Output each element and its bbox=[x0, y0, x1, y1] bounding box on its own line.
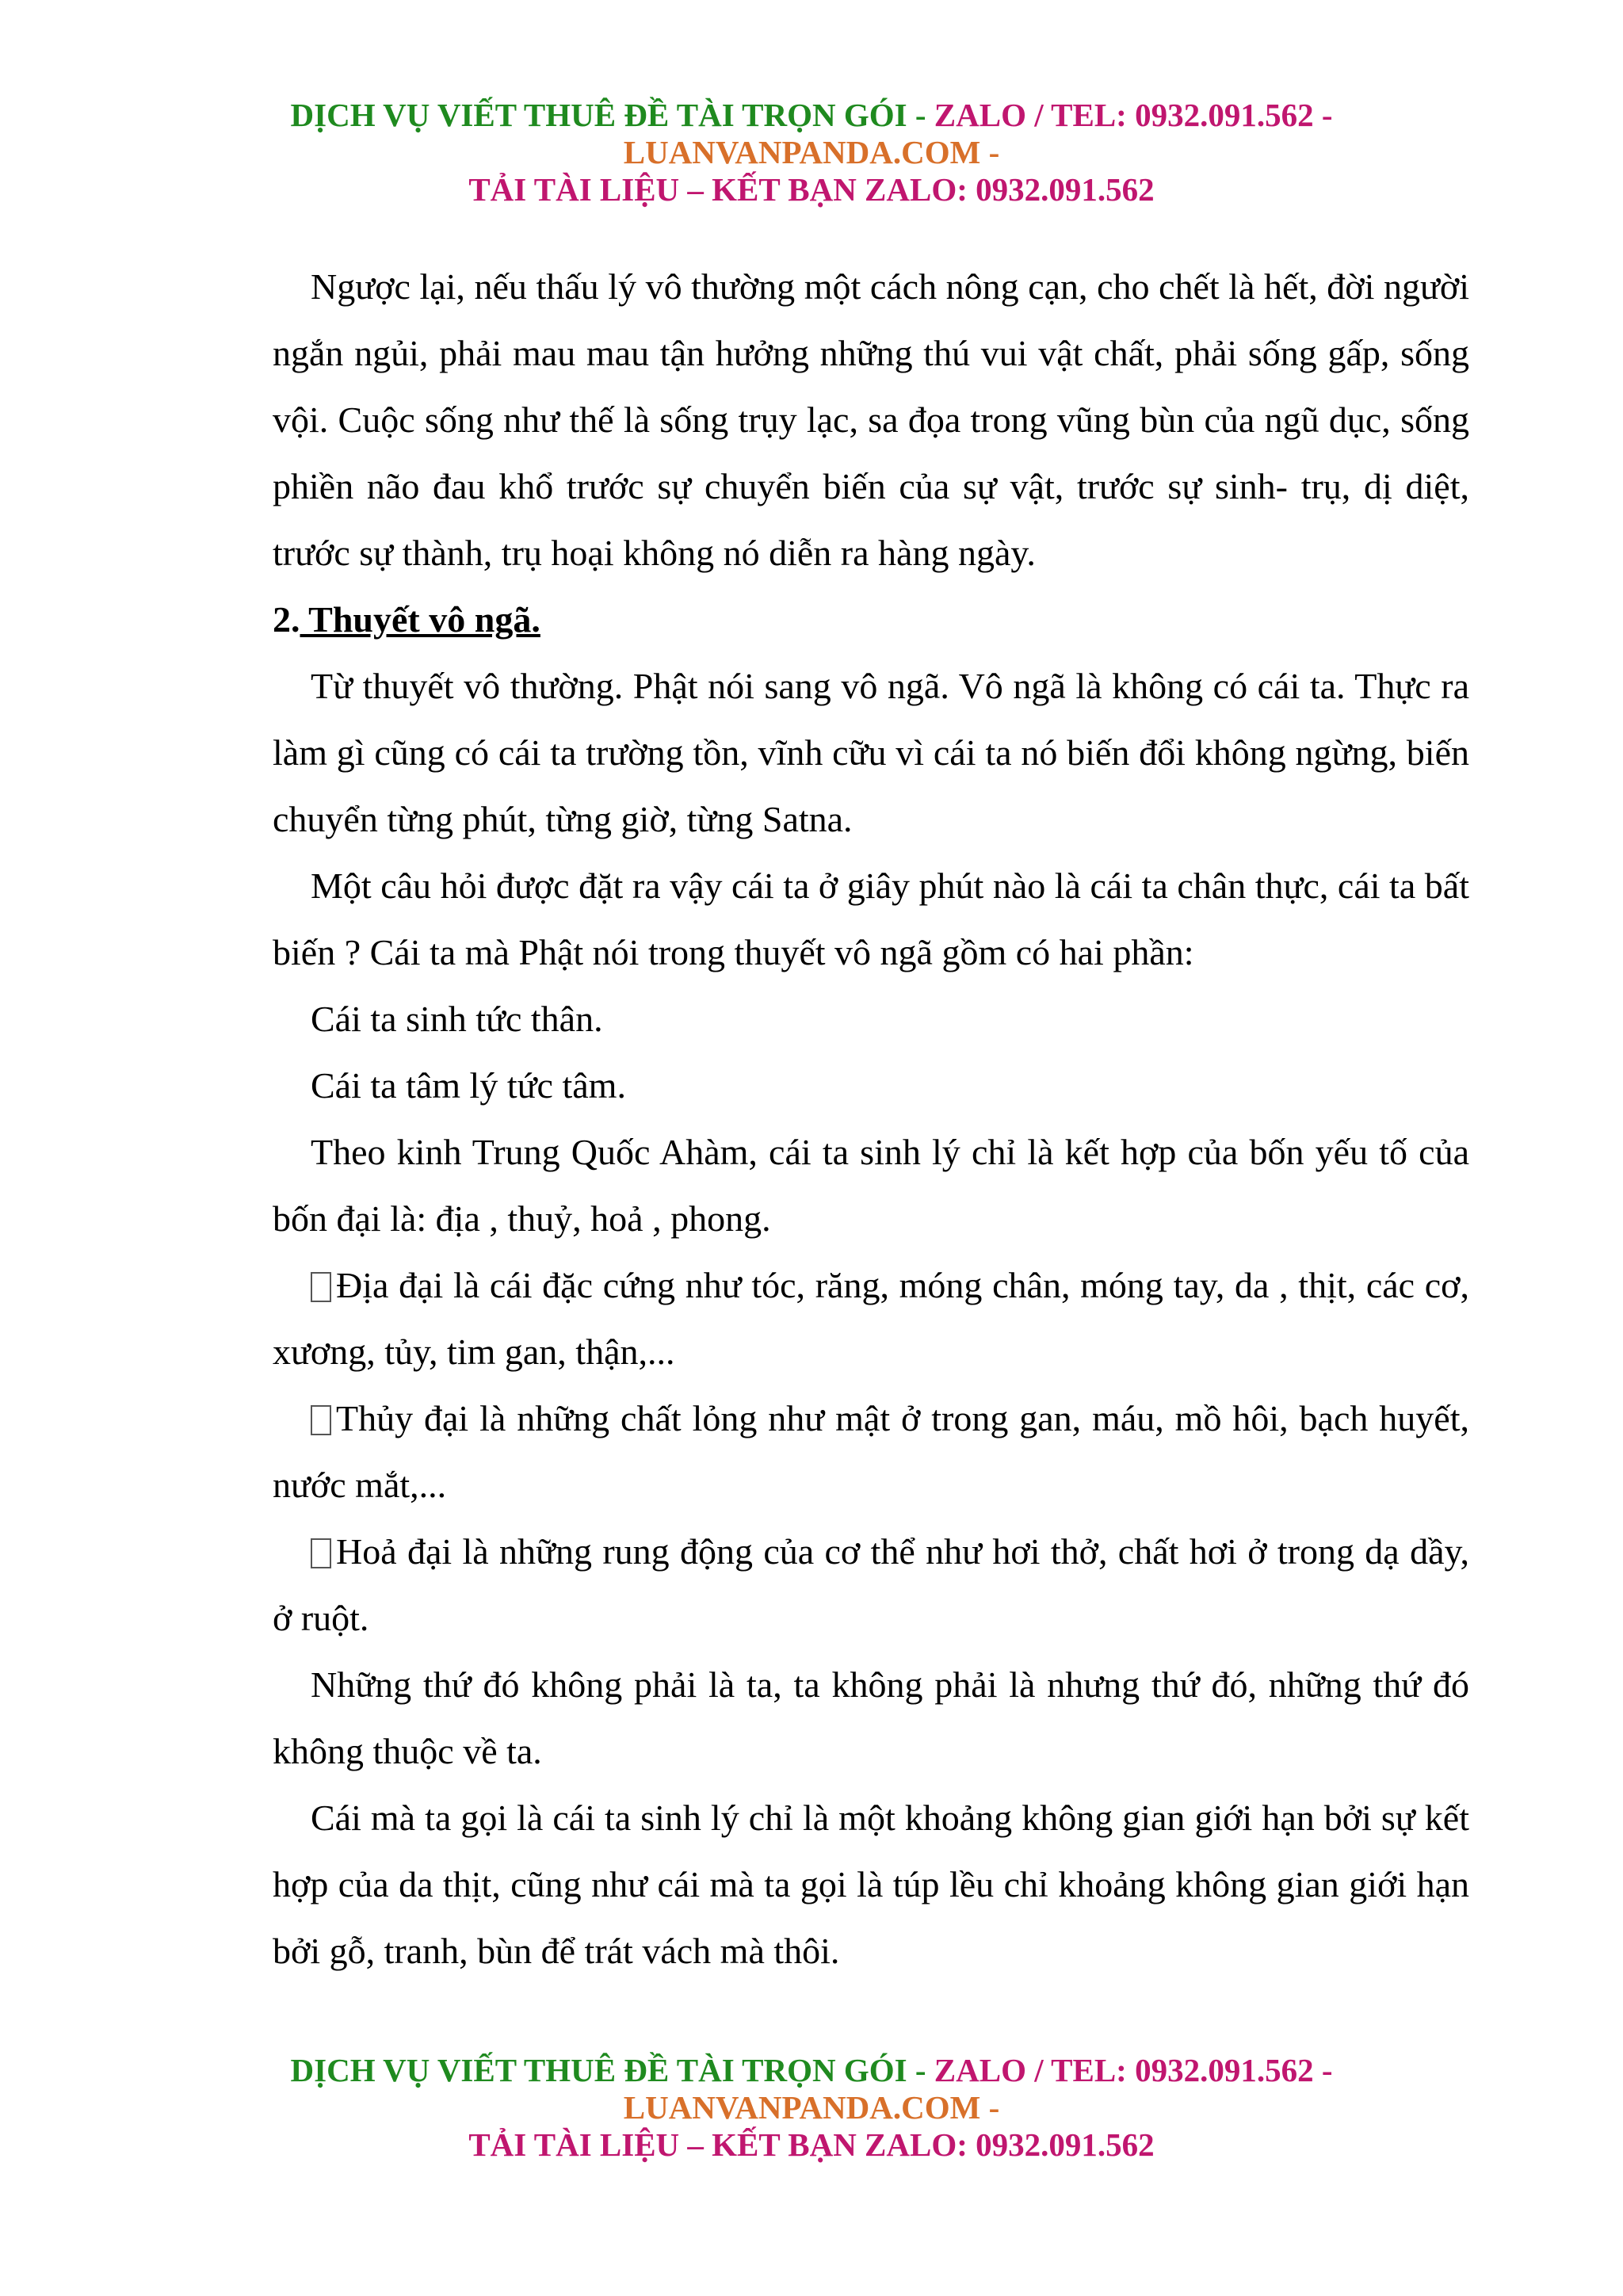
footer-download-text: TẢI TÀI LIỆU – KẾT BẠN ZALO: 0932.091.562 bbox=[468, 2126, 1155, 2163]
header-website-text: LUANVANPANDA.COM - bbox=[623, 134, 1000, 170]
footer-line-1 bbox=[0, 2052, 1623, 2089]
footer-contact-text: ZALO / TEL: 0932.091.562 - bbox=[934, 2052, 1333, 2088]
paragraph: Ngược lại, nếu thấu lý vô thường một cách nông cạn, cho chết là hết, đời người ngắn ngủi, phải mau mau tận hưởng những thú vui vật chất, phải sống gấp, sống vội. Cuộc sống như thế là sống trụy lạc, sa đọa trong vũng bùn của ngũ dục, sống phiền não đau khổ trước sự chuyển biến của sự vật, trước sự sinh- trụ, dị diệt, trước sự thành, trụ hoại không nó diễn ra hàng ngày. bbox=[273, 266, 1469, 573]
page-header-banner bbox=[0, 97, 1623, 208]
page-footer-banner bbox=[0, 2052, 1623, 2164]
section-number: 2. bbox=[273, 599, 300, 640]
paragraph: Cái mà ta gọi là cái ta sinh lý chỉ là một khoảng không gian giới hạn bởi sự kết hợp của da thịt, cũng như cái mà ta gọi là túp lều chỉ khoảng không gian giới hạn bởi gỗ, tranh, bùn để trát vách mà thôi. bbox=[273, 1797, 1469, 1971]
footer-service-text: DỊCH VỤ VIẾT THUÊ ĐỀ TÀI TRỌN GÓI - bbox=[290, 2052, 934, 2088]
header-service-text: DỊCH VỤ VIẾT THUÊ ĐỀ TÀI TRỌN GÓI - bbox=[290, 97, 934, 133]
header-line-1 bbox=[0, 97, 1623, 134]
paragraph: Cái ta tâm lý tức tâm. bbox=[311, 1065, 626, 1106]
paragraph: Theo kinh Trung Quốc Ahàm, cái ta sinh lý chỉ là kết hợp của bốn yếu tố của bốn đại là: địa , thuỷ, hoả , phong. bbox=[273, 1132, 1469, 1239]
footer-website-text: LUANVANPANDA.COM - bbox=[623, 2089, 1000, 2126]
paragraph: Những thứ đó không phải là ta, ta không phải là nhưng thứ đó, những thứ đó không thuộc về ta. bbox=[273, 1664, 1469, 1771]
bullet-text: Thủy đại là những chất lỏng như mật ở trong gan, máu, mồ hôi, bạch huyết, nước mắt,... bbox=[273, 1398, 1469, 1505]
section-heading bbox=[273, 586, 1469, 653]
header-download-text: TẢI TÀI LIỆU – KẾT BẠN ZALO: 0932.091.562 bbox=[468, 171, 1155, 208]
missing-glyph-box-icon bbox=[311, 1538, 331, 1568]
header-contact-text: ZALO / TEL: 0932.091.562 - bbox=[934, 97, 1333, 133]
bullet-item bbox=[273, 1519, 1469, 1652]
section-title: Thuyết vô ngã. bbox=[300, 599, 540, 640]
bullet-text: Địa đại là cái đặc cứng như tóc, răng, móng chân, móng tay, da , thịt, các cơ, xương, tủy, tim gan, thận,... bbox=[273, 1265, 1469, 1372]
bullet-item bbox=[273, 1385, 1469, 1519]
missing-glyph-box-icon bbox=[311, 1405, 331, 1435]
paragraph: Cái ta sinh tức thân. bbox=[311, 999, 603, 1039]
paragraph: Một câu hỏi được đặt ra vậy cái ta ở giây phút nào là cái ta chân thực, cái ta bất biến ? Cái ta mà Phật nói trong thuyết vô ngã gồm có hai phần: bbox=[273, 865, 1469, 972]
missing-glyph-box-icon bbox=[311, 1272, 331, 1302]
bullet-text: Hoả đại là những rung động của cơ thể như hơi thở, chất hơi ở trong dạ dầy, ở ruột. bbox=[273, 1531, 1469, 1638]
bullet-item bbox=[273, 1252, 1469, 1385]
document-body bbox=[273, 254, 1469, 1985]
paragraph: Từ thuyết vô thường. Phật nói sang vô ngã. Vô ngã là không có cái ta. Thực ra làm gì cũng có cái ta trường tồn, vĩnh cữu vì cái ta nó biến đổi không ngừng, biến chuyển từng phút, từng giờ, từng Satna. bbox=[273, 666, 1469, 839]
